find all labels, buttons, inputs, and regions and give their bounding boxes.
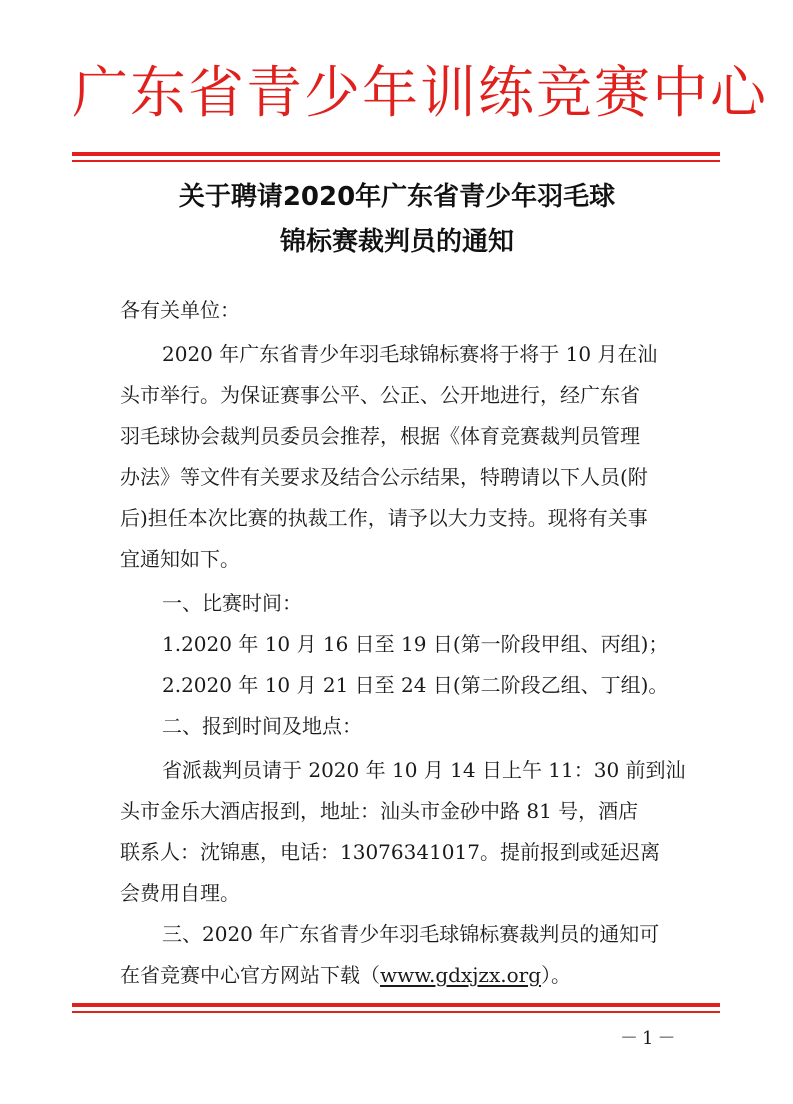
schedule-item: 2.2020 年 10 月 21 日至 24 日(第二阶段乙组、丁组)。 [162,673,669,697]
salutation: 各有关单位： [120,298,240,322]
paragraph-line: 省派裁判员请于 2020 年 10 月 14 日上午 11：30 前到汕 [162,758,686,782]
paragraph-line: 羽毛球协会裁判员委员会推荐，根据《体育竞赛裁判员管理 [120,424,640,448]
paragraph-line: 2020 年广东省青少年羽毛球锦标赛将于将于 10 月在汕 [162,342,658,366]
paragraph-line: 宜通知如下。 [120,547,240,571]
header-rule-thin [72,160,720,162]
section-three-line-2 [120,965,571,985]
paragraph-line: 头市金乐大酒店报到，地址：汕头市金砂中路 81 号，酒店 [120,799,639,823]
document-title-line-2: 锦标赛裁判员的通知 [279,227,514,257]
footer-rule-thin [72,1011,720,1013]
header-rule-thick [72,152,720,156]
website-link[interactable]: www.gdxjzx.org [380,963,542,987]
document-title-line-1: 关于聘请2020年广东省青少年羽毛球 [178,182,616,212]
section-heading-competition-time: 一、比赛时间： [162,591,302,615]
section-heading-registration: 二、报到时间及地点： [162,714,362,738]
letterhead-title: 广东省青少年训练竞赛中心 [72,61,768,126]
paragraph-line: 会费用自理。 [120,881,240,905]
page-number: －1－ [620,1028,680,1049]
paragraph-line: 办法》等文件有关要求及结合公示结果，特聘请以下人员(附 [120,465,648,489]
section-three-line-1: 三、2020 年广东省青少年羽毛球锦标赛裁判员的通知可 [162,922,660,946]
paragraph-line: 联系人：沈锦惠，电话：13076341017。提前报到或延迟离 [120,840,660,864]
download-text-prefix: 在省竞赛中心官方网站下载（ [120,963,380,987]
schedule-item: 1.2020 年 10 月 16 日至 19 日(第一阶段甲组、丙组)； [162,632,669,656]
paragraph-line: 头市举行。为保证赛事公平、公正、公开地进行，经广东省 [120,383,640,407]
footer-rule-thick [72,1003,720,1007]
paragraph-line: 后)担任本次比赛的执裁工作，请予以大力支持。现将有关事 [120,506,648,530]
download-text-suffix: ）。 [541,963,572,987]
